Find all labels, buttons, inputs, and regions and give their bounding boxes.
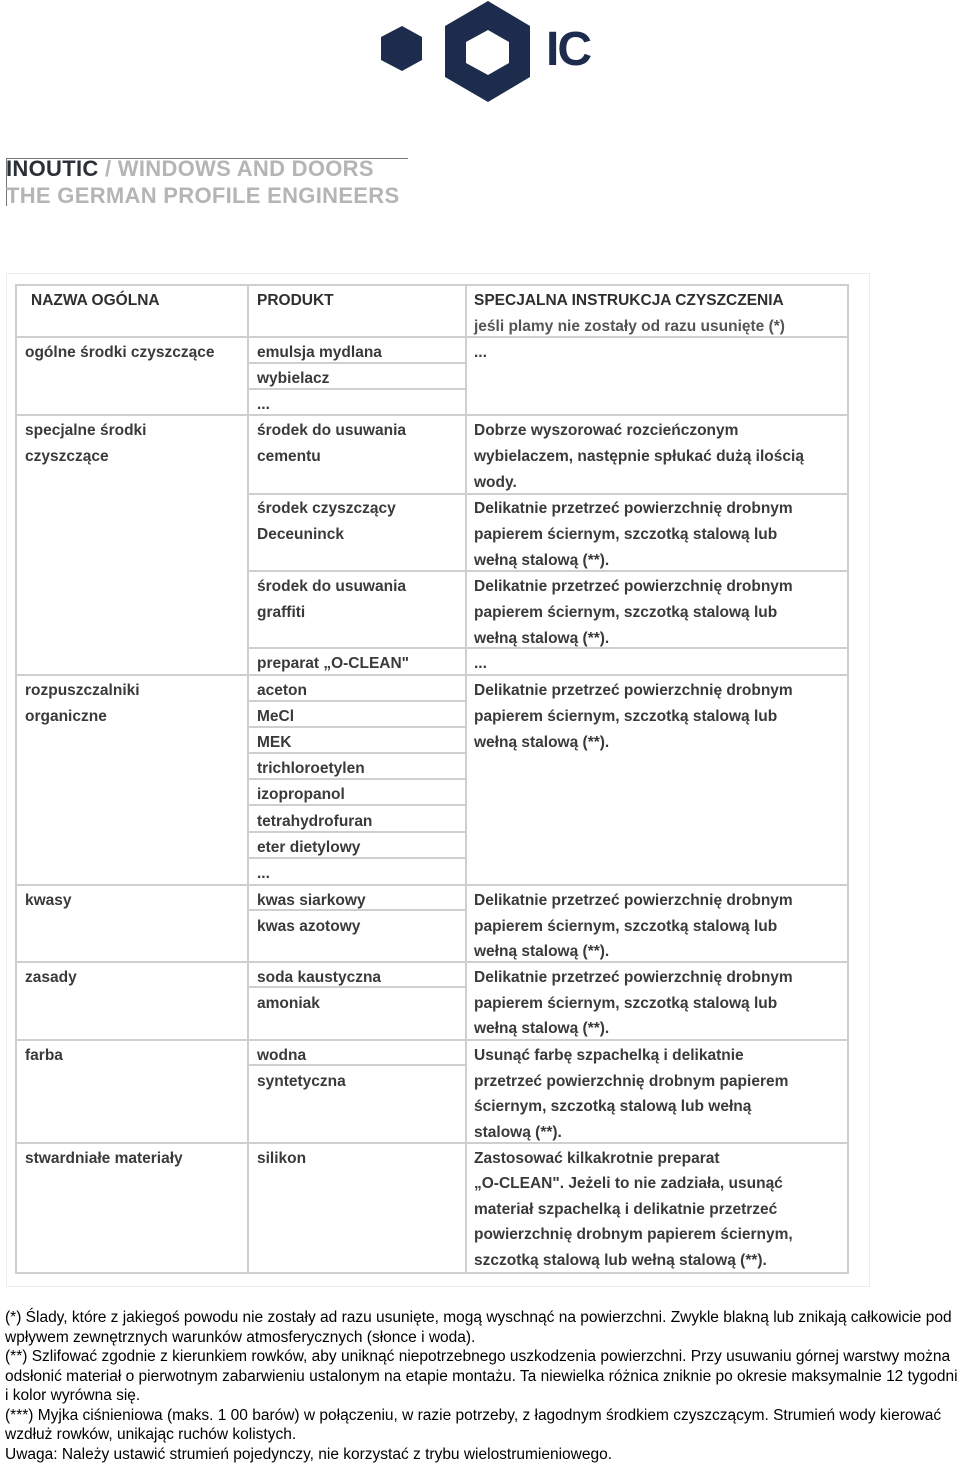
- row-divider: [15, 1039, 849, 1041]
- row-divider: [15, 414, 849, 416]
- category-bases: zasady: [25, 969, 77, 986]
- product-cell: MEK: [257, 734, 292, 751]
- instruction-line: Delikatnie przetrzeć powierzchnię drobnym: [474, 500, 793, 517]
- instruction-line: powierzchnię drobnym papierem ściernym,: [474, 1226, 793, 1243]
- instruction-line: papierem ściernym, szczotką stalową lub: [474, 604, 778, 621]
- footnotes: [5, 1308, 960, 1464]
- product-cell: cementu: [257, 448, 321, 465]
- instruction-line: materiał szpachelką i delikatnie przetrzeć: [474, 1201, 778, 1218]
- instruction-line: wody.: [474, 474, 517, 491]
- product-cell: tetrahydrofuran: [257, 813, 373, 830]
- product-cell: środek do usuwania: [257, 578, 407, 595]
- table-border: [847, 284, 849, 1274]
- category-general-cleaners: ogólne środki czyszczące: [25, 344, 215, 361]
- category-solvents: rozpuszczalniki: [25, 682, 140, 699]
- instruction-line: Zastosować kilkakrotnie preparat: [474, 1150, 720, 1167]
- instruction-line: papierem ściernym, szczotką stalową lub: [474, 995, 778, 1012]
- product-cell: ...: [257, 396, 270, 413]
- instruction-line: przetrzeć powierzchnię drobnym papierem: [474, 1073, 789, 1090]
- category-special-cleaners: specjalne środki: [25, 422, 147, 439]
- cleaning-table-image: [6, 273, 870, 1287]
- instruction-line: ...: [474, 655, 487, 672]
- category-special-cleaners-line2: czyszczące: [25, 448, 109, 465]
- instruction-line: szczotką stalową lub wełną stalową (**).: [474, 1252, 767, 1269]
- product-cell: eter dietylowy: [257, 839, 361, 856]
- row-divider: [247, 493, 849, 495]
- product-cell: graffiti: [257, 604, 306, 621]
- product-cell: preparat „O-CLEAN": [257, 655, 410, 672]
- table-border: [15, 284, 849, 286]
- instruction-line: wełną stalową (**).: [474, 1020, 610, 1037]
- column-divider: [465, 284, 467, 1274]
- category-paint: farba: [25, 1047, 63, 1064]
- product-cell: środek czyszczący: [257, 500, 396, 517]
- brand-title: [6, 156, 374, 182]
- instruction-cell: ...: [474, 344, 487, 361]
- instruction-line: wełną stalową (**).: [474, 552, 610, 569]
- category-hardened-materials: stwardniałe materiały: [25, 1150, 183, 1167]
- product-cell: ...: [257, 865, 270, 882]
- brand-name: INOUTIC: [6, 156, 99, 181]
- product-cell: emulsja mydlana: [257, 344, 382, 361]
- product-cell: Deceuninck: [257, 526, 345, 543]
- product-cell: amoniak: [257, 995, 320, 1012]
- product-cell: środek do usuwania: [257, 422, 407, 439]
- product-cell: syntetyczna: [257, 1073, 346, 1090]
- product-cell: wodna: [257, 1047, 307, 1064]
- footnote-3: (***) Myjka ciśnieniowa (maks. 1 00 barów) w połączeniu, w razie potrzeby, z łagodnym środkiem czyszczącym. Strumień wody kierować wzdłuż rowków, unikając ruchów kolistych.: [5, 1406, 942, 1443]
- instruction-line: Delikatnie przetrzeć powierzchnię drobnym: [474, 682, 793, 699]
- table-border: [15, 284, 17, 1274]
- instruction-line: ściernym, szczotką stalową lub wełną: [474, 1098, 752, 1115]
- header-instruction-note: jeśli plamy nie zostały od razu usunięte (*): [474, 318, 785, 335]
- hexagon-logo-icon: [378, 0, 538, 104]
- category-solvents-line2: organiczne: [25, 708, 107, 725]
- instruction-line: wełną stalową (**).: [474, 943, 610, 960]
- instruction-line: papierem ściernym, szczotką stalową lub: [474, 708, 778, 725]
- logo-text: IC: [546, 23, 590, 76]
- instruction-line: papierem ściernym, szczotką stalową lub: [474, 526, 778, 543]
- instruction-line: wełną stalową (**).: [474, 734, 610, 751]
- product-cell: trichloroetylen: [257, 760, 365, 777]
- header-product: PRODUKT: [257, 292, 334, 309]
- brand-tagline: WINDOWS AND DOORS: [117, 156, 374, 181]
- product-cell: silikon: [257, 1150, 307, 1167]
- instruction-line: Delikatnie przetrzeć powierzchnię drobnym: [474, 892, 793, 909]
- cleaning-table: [15, 284, 855, 1274]
- product-cell: soda kaustyczna: [257, 969, 382, 986]
- header-instruction: SPECJALNA INSTRUKCJA CZYSZCZENIA: [474, 292, 784, 309]
- instruction-line: Delikatnie przetrzeć powierzchnię drobnym: [474, 578, 793, 595]
- instruction-line: Delikatnie przetrzeć powierzchnię drobnym: [474, 969, 793, 986]
- instruction-line: „O-CLEAN". Jeżeli to nie zadziała, usunąć: [474, 1175, 783, 1192]
- footnote-1: (*) Ślady, które z jakiegoś powodu nie zostały ad razu usunięte, mogą wyschnąć na powierzchni. Zwykle blakną lub znikają całkowicie pod wpływem zewnętrznych warunków atmosferycznych (słonce i woda).: [5, 1309, 952, 1346]
- instruction-line: Usunąć farbę szpachelką i delikatnie: [474, 1047, 744, 1064]
- product-cell: kwas azotowy: [257, 918, 361, 935]
- instruction-line: stalową (**).: [474, 1124, 562, 1141]
- footnote-note: Uwaga: Należy ustawić strumień pojedynczy, nie korzystać z trybu wielostrumieniowego.: [5, 1445, 613, 1463]
- product-cell: wybielacz: [257, 370, 330, 387]
- header-general-name: NAZWA OGÓLNA: [31, 292, 160, 309]
- instruction-line: Dobrze wyszorować rozcieńczonym: [474, 422, 739, 439]
- row-divider: [15, 884, 849, 886]
- category-acids: kwasy: [25, 892, 72, 909]
- instruction-line: wełną stalową (**).: [474, 630, 610, 647]
- product-cell: MeCl: [257, 708, 295, 725]
- company-logo: [378, 0, 608, 104]
- row-divider: [15, 674, 849, 676]
- row-divider: [15, 1142, 849, 1144]
- product-cell: aceton: [257, 682, 307, 699]
- product-cell: izopropanol: [257, 786, 345, 803]
- row-divider: [15, 961, 849, 963]
- product-cell: kwas siarkowy: [257, 892, 366, 909]
- brand-subtitle: THE GERMAN PROFILE ENGINEERS: [6, 183, 400, 208]
- brand-separator: /: [98, 156, 118, 181]
- footnote-2: (**) Szlifować zgodnie z kierunkiem rowków, aby uniknąć niepotrzebnego uszkodzenia powierzchni. Przy usuwaniu górnej warstwy można odsłonić materiał o pierwotnym zabarwieniu ustalonym na etapie montażu. Ta niewielka różnica zniknie po okresie maksymalnie 12 tygodni i kolor wyrówna się.: [5, 1348, 958, 1404]
- instruction-line: wybielaczem, następnie spłukać dużą ilością: [474, 448, 804, 465]
- instruction-line: papierem ściernym, szczotką stalową lub: [474, 918, 778, 935]
